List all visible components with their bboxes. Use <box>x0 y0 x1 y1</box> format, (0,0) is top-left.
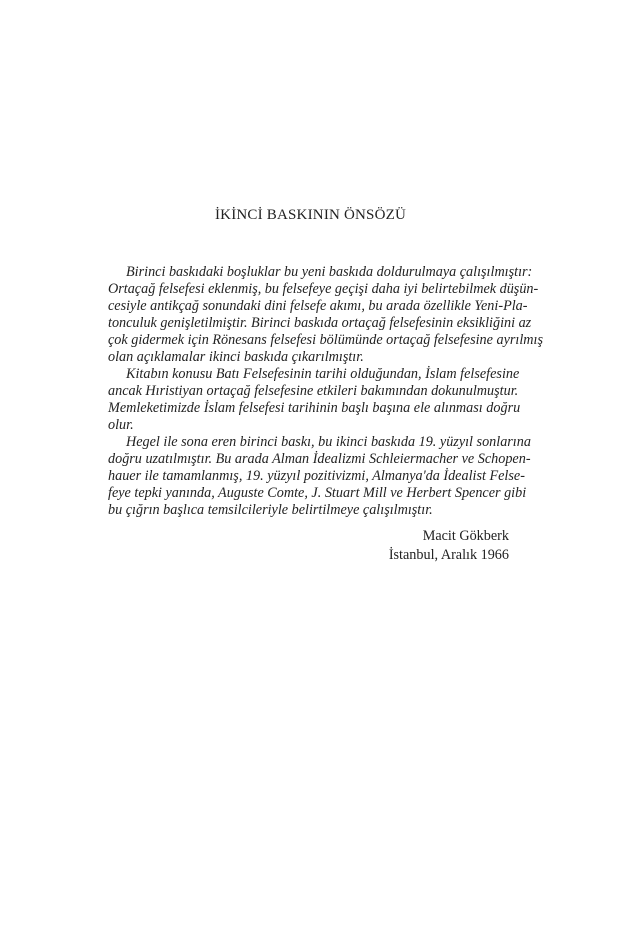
text-line: Hegel ile sona eren birinci baskı, bu ikinci baskıda 19. yüzyıl sonlarına <box>126 434 531 450</box>
paragraph-1 <box>108 264 543 366</box>
author-name: Macit Gökberk <box>422 528 509 544</box>
text-line: olan açıklamalar ikinci baskıda çıkarılmıştır. <box>108 349 364 365</box>
text-line: Memleketimizde İslam felsefesi tarihinin başlı başına ele alınması doğru <box>108 400 521 416</box>
text-line: tonculuk genişletilmiştir. Birinci baskıda ortaçağ felsefesinin eksikliğini az <box>108 315 532 331</box>
text-line: çok gidermek için Rönesans felsefesi bölümünde ortaçağ felsefesine ayrılmış <box>108 332 543 348</box>
text-line: hauer ile tamamlanmış, 19. yüzyıl pozitivizmi, Almanya'da İdealist Felse- <box>108 468 525 484</box>
paragraph-2 <box>108 366 521 434</box>
page-title: İKİNCİ BASKININ ÖNSÖZÜ <box>214 207 407 223</box>
signature-block <box>389 527 509 565</box>
text-line: ancak Hıristiyan ortaçağ felsefesine etkileri bakımından dokunulmuştur. <box>108 383 519 399</box>
text-line: feye tepki yanında, Auguste Comte, J. Stuart Mill ve Herbert Spencer gibi <box>108 485 527 501</box>
paragraph-3 <box>108 434 531 519</box>
text-line: bu çığrın başlıca temsilcileriyle belirtilmeye çalışılmıştır. <box>108 502 433 518</box>
place-date: İstanbul, Aralık 1966 <box>388 547 509 563</box>
text-line: cesiyle antikçağ sonundaki dini felsefe akımı, bu arada özellikle Yeni-Pla- <box>108 298 528 314</box>
text-line: Birinci baskıdaki boşluklar bu yeni baskıda doldurulmaya çalışılmıştır: <box>126 264 533 280</box>
text-line: doğru uzatılmıştır. Bu arada Alman İdealizmi Schleiermacher ve Schopen- <box>108 451 531 467</box>
text-line: olur. <box>108 417 134 433</box>
text-line: Ortaçağ felsefesi eklenmiş, bu felsefeye geçişi daha iyi belirtebilmek düşün- <box>108 281 539 297</box>
text-line: Kitabın konusu Batı Felsefesinin tarihi olduğundan, İslam felsefesine <box>126 366 520 382</box>
preface-body <box>108 264 543 519</box>
